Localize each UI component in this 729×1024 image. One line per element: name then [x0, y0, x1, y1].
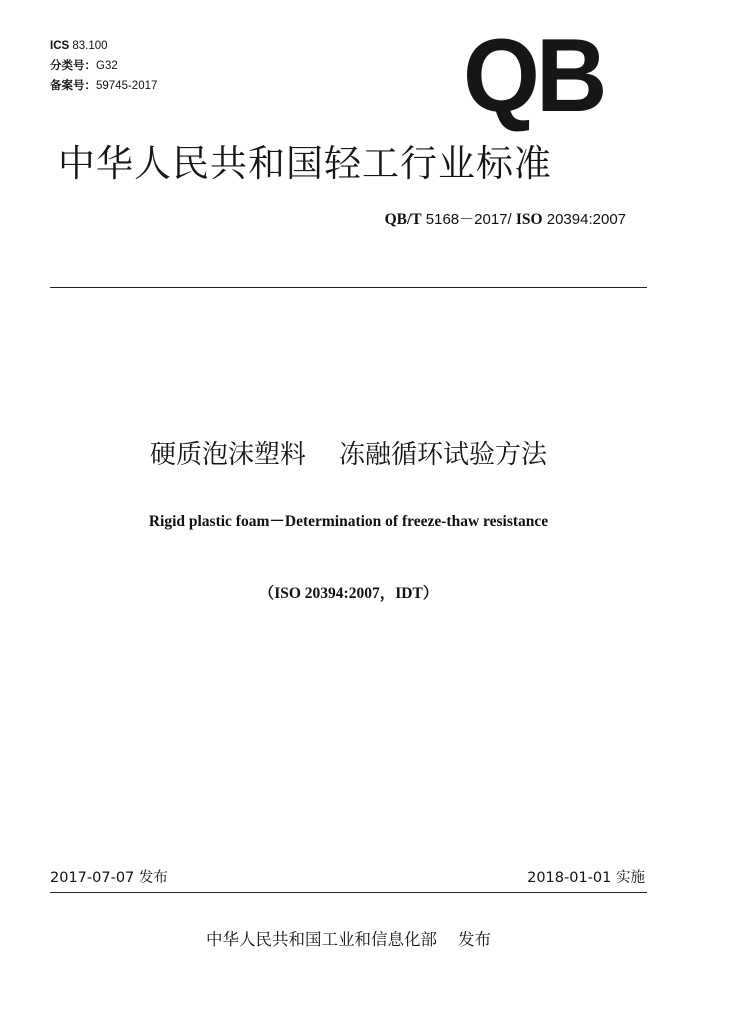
standard-number-main: 5168－2017/: [425, 211, 512, 228]
iso-prefix: ISO: [515, 211, 543, 228]
classification-key: 分类号：: [50, 60, 96, 72]
standard-category-title: 中华人民共和国轻工行业标准: [58, 142, 552, 185]
publisher: 中华人民共和国工业和信息化部 发布: [206, 930, 491, 949]
ics-value: 83.100: [72, 40, 108, 52]
implementation-date: 2018-01-01 实施: [527, 870, 645, 886]
filing-value: 59745-2017: [96, 80, 158, 92]
document-title-chinese: 硬质泡沫塑料 冻融循环试验方法: [149, 440, 548, 470]
iso-equivalence: （ISO 20394:2007，IDT）: [258, 585, 439, 602]
iso-number: 20394:2007: [546, 211, 626, 228]
issue-date: 2017-07-07 发布: [50, 870, 168, 886]
standard-number-prefix: QB/T: [384, 211, 422, 228]
bottom-divider: [50, 892, 647, 893]
classification-value: G32: [96, 60, 118, 72]
classification-number: [50, 56, 157, 76]
top-divider: [50, 287, 647, 288]
filing-number: [50, 76, 157, 96]
standard-number: [385, 210, 626, 230]
classification-codes: [50, 36, 157, 96]
document-title-english: Rigid plastic foam－Determination of freeze-thaw resistance: [148, 513, 549, 530]
ics-key: ICS: [50, 40, 70, 52]
qb-logo: QB: [463, 18, 604, 134]
filing-key: 备案号：: [50, 80, 96, 92]
ics-code: [50, 36, 157, 56]
